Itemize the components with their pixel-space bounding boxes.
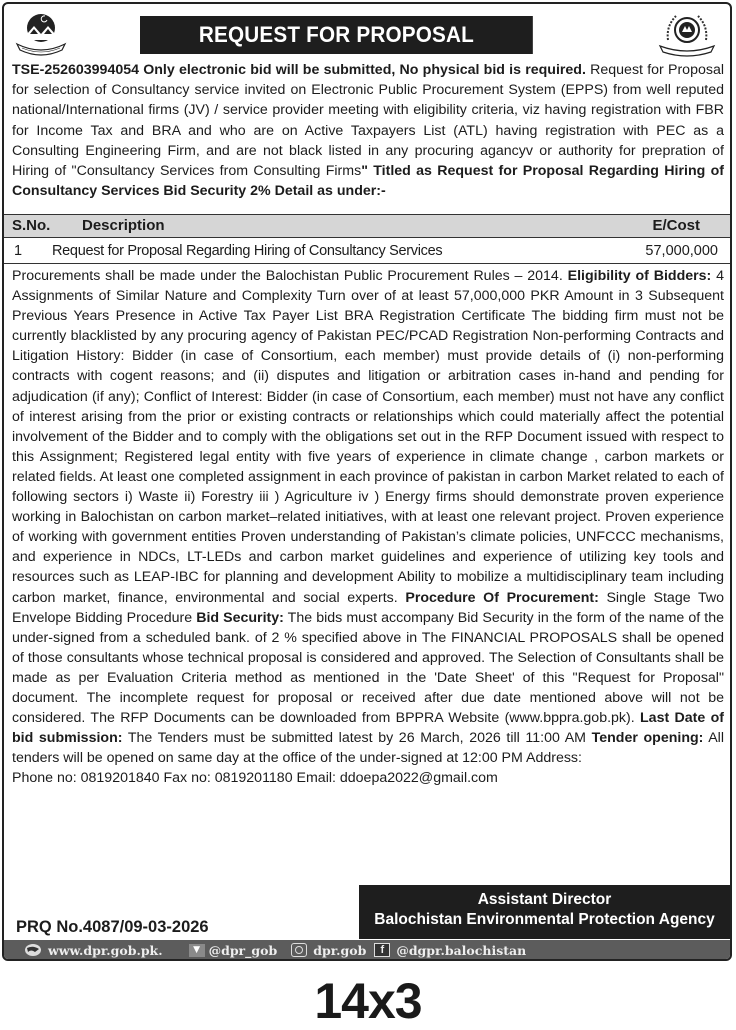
signatory-title: Assistant Director	[477, 891, 612, 908]
intro-text: Request for Proposal for selection of Consultancy service invited on Electronic Public Procurement System (EPPS) from well reputed national/International firms (JV) / service provider meeting with eligibility criteria, viz having registration with FBR for Income Tax and BRA and who are on Active Taxpayers List (ATL) having registration with PEC as a Consulting Engineering Firm, and are not black listed in any procuring agancyv or authority for prepration of Hiring of "Consultancy Services from Consulting Firms	[12, 62, 724, 180]
facebook-handle[interactable]: @dgpr.balochistan	[396, 942, 527, 958]
header-sno: S.No.	[12, 217, 51, 234]
instagram-handle[interactable]: dpr.gob	[313, 942, 367, 958]
contact-info: Phone no: 0819201840 Fax no: 0819201180 Email: ddoepa2022@gmail.com	[12, 770, 498, 787]
twitter-icon: ▼	[189, 944, 205, 957]
page-title: REQUEST FOR PROPOSAL	[140, 16, 533, 54]
tender-reference: TSE-252603994054 Only electronic bid will be submitted, No physical bid is required.	[12, 62, 586, 78]
procedure-label: Procedure Of Procurement:	[405, 589, 599, 606]
website-link[interactable]: www.dpr.gob.pk.	[48, 942, 163, 958]
signatory-agency: Balochistan Environmental Protection Agency	[374, 911, 715, 928]
instagram-icon	[291, 943, 307, 957]
row-cost: 57,000,000	[645, 243, 718, 259]
row-description: Request for Proposal Regarding Hiring of Consultancy Services	[52, 243, 443, 259]
tender-opening-text: All tenders will be opened on same day at the office of the under-signed at 12:00 PM Address:	[12, 730, 724, 767]
facebook-icon: f	[374, 943, 390, 957]
header-description: Description	[82, 217, 165, 234]
footer-social-bar	[4, 940, 730, 960]
advertisement-frame	[2, 2, 732, 961]
procedure-text: Single Stage Two Envelope Bidding Procedure	[12, 589, 724, 626]
last-date-label: Last Date of bid submission:	[12, 710, 724, 747]
ad-size-label: 14x3	[314, 973, 422, 1029]
bid-security-text: The bids must accompany Bid Security in the form of the name of the under-signed from a scheduled bank. of 2 % specified above in The FINANCIAL PROPOSALS shall be opened of those consultants whose technical proposal is considered and approved. The Selection of Consultants shall be made as per Evaluation Criteria method as mentioned in the 'Date Sheet' of this "Request for Proposal" document. The incomplete request for proposal or received after due date mentioned above will not be considered. The RFP Documents can be downloaded from BPPRA Website (www.bppra.gob.pk).	[12, 609, 724, 727]
terms-paragraph	[12, 266, 724, 788]
globe-icon	[24, 943, 42, 957]
signature-block	[359, 885, 730, 939]
tender-opening-label: Tender opening:	[591, 730, 704, 747]
eligibility-text: 4 Assignments of Similar Nature and Complexity Turn over of at least 57,000,000 PKR Amount in 3 Subsequent Previous Years Presence in Active Tax Payer List BRA Registration Certificate The bidding firm must not be currently blacklisted by any procuring agency of Pakistan PEC/PCAD Registration Non-performing Contracts and Litigation History: Bidder (in case of Consortium, each member) must provide details of (i) non-performing contracts with cogent reasons; and (ii) disputes and litigation or arbitration cases in-hand and pending for adjudication (if any); Conflict of Interest: Bidder (in case of Consortium, each member) must not have any conflict of interest arising from the prior or existing contracts or relationships which could materially affect the potential involvement of the Bidder and to comply with the obligations set out in the RFP Document issued with respect to this Assignment; Registered legal entity with five years of experience in climate change , carbon markets or related fields. At least one completed assignment in each province of pakistan in carbon Market related to each of following sectors i) Waste ii) Forestry iii ) Agriculture iv ) Energy firms should demonstrate proven experience working in Balochistan on carbon market–related initiatives, with at least one relevant project. Proven experience of working with government entities Proven understanding of Pakistan’s climate policies, UNFCCC mechanisms, and experience in NDCs, LT-LEDs and carbon market guidelines and experience of utilizing key tools and resources such as LEAP-IBC for planning and development Ability to mobilize a multidisciplinary team including carbon market, finance, environmental and social experts.	[12, 268, 725, 606]
balochistan-government-emblem-icon	[12, 10, 70, 58]
table-row	[4, 239, 730, 264]
bid-security-label: Bid Security:	[196, 609, 284, 626]
procurement-rules-text: Procurements shall be made under the Balochistan Public Procurement Rules – 2014.	[12, 268, 568, 284]
last-date-text: The Tenders must be submitted latest by 26 March, 2026 till 11:00 AM	[122, 730, 592, 747]
prq-number: PRQ No.4087/09-03-2026	[16, 918, 209, 936]
twitter-handle[interactable]: @dpr_gob	[208, 942, 278, 958]
header-cost: E/Cost	[652, 217, 700, 234]
row-sno: 1	[14, 243, 23, 259]
eligibility-label: Eligibility of Bidders:	[567, 268, 712, 284]
intro-paragraph	[12, 60, 724, 201]
rfp-title: " Titled as Request for Proposal Regarding Hiring of Consultancy Services Bid Security 2% Detail as under:-	[12, 163, 724, 200]
table-header-row	[4, 214, 730, 238]
epa-emblem-icon	[654, 10, 720, 60]
cost-table	[4, 214, 730, 266]
